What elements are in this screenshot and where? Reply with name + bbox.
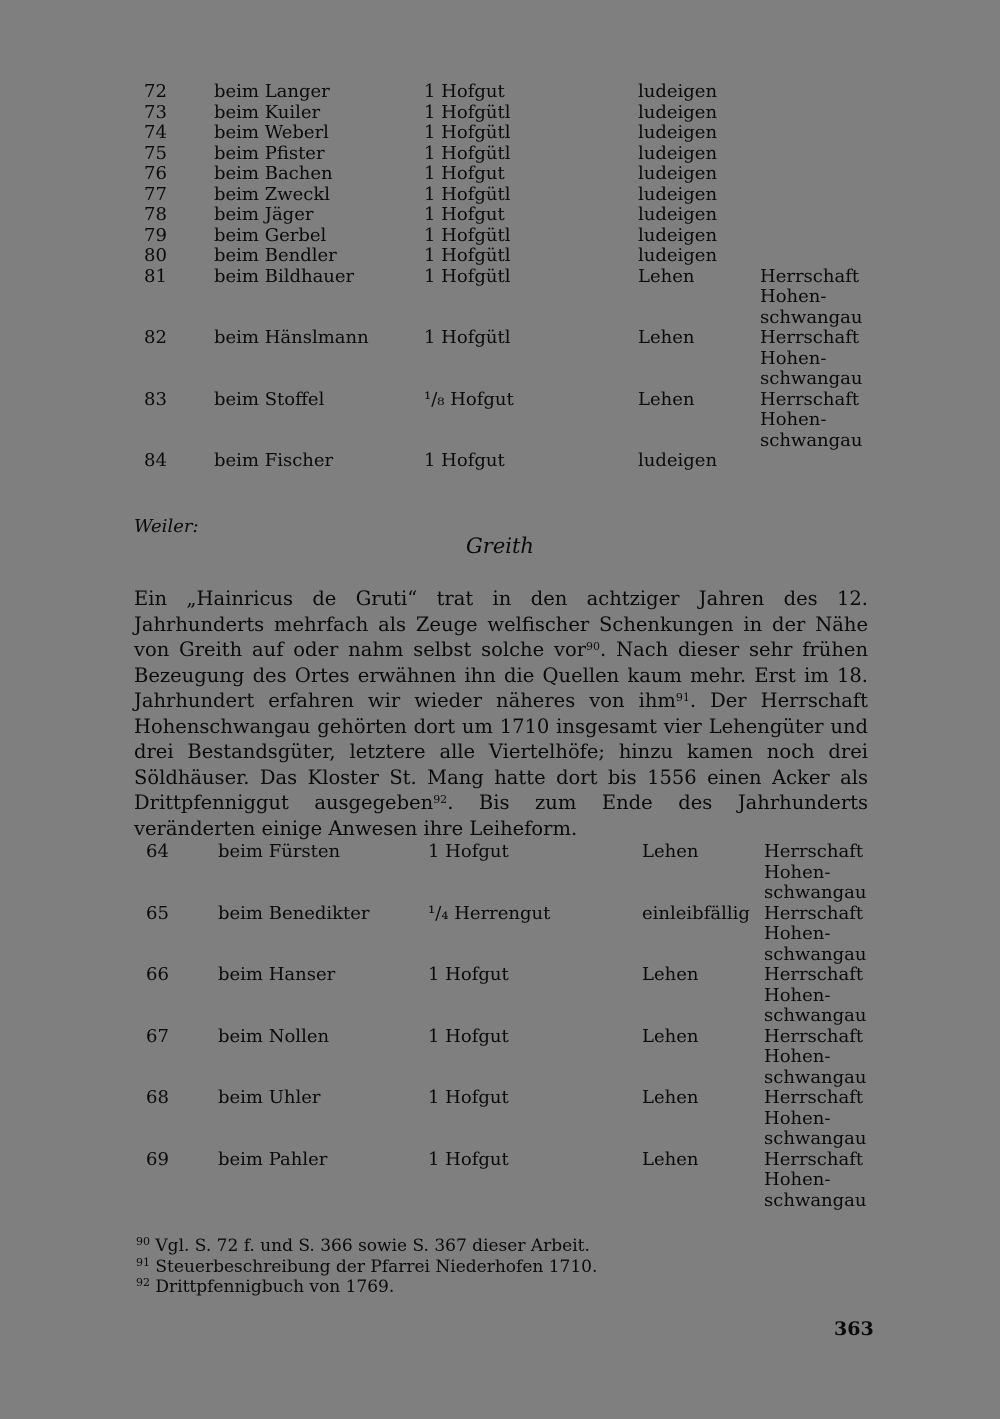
entry-number: 76 [144,163,167,184]
table-row [0,1027,1000,1089]
lordship-line: Herrschaft [760,265,860,287]
tenure-status: ludeigen [638,81,718,102]
lordship-line: Hohen- [760,286,827,307]
lordship [764,904,867,966]
lordship-line: Herrschaft [760,388,860,410]
entry-number: 67 [146,1025,169,1047]
lordship-line: Hohen- [764,984,831,1006]
tenure-status: Lehen [642,964,699,985]
lordship [760,390,863,452]
table-row [0,185,1000,206]
table-row [0,390,1000,452]
entry-number: 84 [144,450,167,471]
lordship-line: schwangau [764,1128,867,1149]
entry-number: 83 [144,388,167,410]
house-name: beim Benedikter [218,902,370,924]
entry-number: 74 [144,122,167,143]
holding-size: 1 Hofgut [424,450,505,471]
holding-size: 1 Hofgut [424,204,505,225]
paragraph-part-3: . Der Herrschaft Hohenschwangau gehörten dort um 1710 insgesamt vier Lehengüter und drei Bestandsgüter, letztere alle Viertelhöfe; hinzu kamen noch drei Söldhäuser. Das Kloster St. Mang hatte dort bis 1556 einen Acker als Drittpfenniggut ausgegeben [134,689,868,814]
house-name: beim Gerbel [214,224,327,246]
lordship [764,842,867,904]
tenure-status: ludeigen [638,101,718,123]
table-row [0,904,1000,966]
lordship-line: Herrschaft [764,1025,864,1047]
tenure-status: ludeigen [638,142,718,164]
lordship [760,267,863,329]
house-name: beim Pahler [218,1148,328,1170]
entry-number: 64 [146,841,169,862]
table-row [0,328,1000,390]
lordship-line: Hohen- [764,1046,831,1067]
house-name: beim Stoffel [214,388,325,410]
paragraph-part-2: . Nach dieser sehr frühen Bezeugung des Ortes erwähnen ihn die Quellen kaum mehr. Erst im 18. Jahrhundert erfahren wir wieder näheres von ihm [134,638,869,712]
lordship-line: Hohen- [760,347,827,369]
section-title [0,534,1000,558]
lordship-line: Hohen- [760,409,827,430]
footnote [136,1277,836,1298]
holding-size: 1 Hofgütl [424,122,511,143]
paragraph-part-4: . Bis zum Ende des Jahrhunderts veränderten einige Anwesen ihre Leiheform. [134,791,869,840]
lordship-line: schwangau [760,368,863,389]
footnote-number: 90 [136,1235,150,1248]
lordship-line: schwangau [760,306,863,328]
holding-size: 1 Hofgut [428,841,509,862]
property-table-top [0,82,1000,472]
house-name: beim Fischer [214,450,334,471]
house-name: beim Hänslmann [214,327,369,348]
entry-number: 82 [144,327,167,348]
tenure-status: Lehen [642,1087,699,1108]
footnote-number: 91 [136,1255,150,1269]
lordship-line: schwangau [764,882,867,903]
table-row [0,103,1000,124]
holding-size: 1 Hofgütl [424,101,511,123]
lordship-line: Herrschaft [764,841,864,862]
holding-size: ¹/₄ Herrengut [428,902,551,924]
tenure-status: Lehen [642,841,699,862]
house-name: beim Nollen [218,1025,330,1047]
paragraph-part-1: Ein „Hainricus de Gruti“ trat in den achtziger Jahren des 12. Jahrhunderts mehrfach als Zeuge welfischer Schenkungen in der Nähe von Greith auf oder nahm selbst solche vor [134,587,868,661]
holding-size: 1 Hofgut [428,1025,509,1047]
entry-number: 66 [146,964,169,985]
tenure-status: Lehen [642,1025,699,1047]
lordship-line: Herrschaft [764,1148,864,1170]
house-name: beim Fürsten [218,841,341,862]
table-row [0,267,1000,329]
house-name: beim Jäger [214,204,314,225]
holding-size: 1 Hofgütl [424,224,511,246]
table-row [0,123,1000,144]
holding-size: 1 Hofgütl [424,265,511,287]
holding-size: 1 Hofgut [424,81,505,102]
footnote-text: Steuerbeschreibung der Pfarrei Niederhofen 1710. [155,1256,598,1277]
lordship-line: Herrschaft [764,964,864,985]
holding-size: ¹/₈ Hofgut [424,388,514,410]
table-row [0,226,1000,247]
table-row [0,82,1000,103]
holding-size: 1 Hofgütl [424,327,511,348]
table-row [0,246,1000,267]
tenure-status: Lehen [642,1148,699,1170]
lordship [764,965,867,1027]
tenure-status: Lehen [638,265,695,287]
lordship-line: schwangau [764,1005,867,1026]
lordship-line: Herrschaft [760,327,860,348]
footnote-ref-92: 92 [433,793,448,806]
entry-number: 73 [144,101,167,123]
holding-size: 1 Hofgütl [424,245,511,266]
lordship-line: Herrschaft [764,902,864,924]
entry-number: 81 [144,265,167,287]
entry-number: 80 [144,245,167,266]
table-row [0,965,1000,1027]
footnote-text: Vgl. S. 72 f. und S. 366 sowie S. 367 dieser Arbeit. [155,1236,590,1256]
house-name: beim Langer [214,81,330,102]
tenure-status: ludeigen [638,245,718,266]
holding-size: 1 Hofgut [428,1148,509,1170]
house-name: beim Hanser [218,964,336,985]
footnote-ref-91: 91 [675,691,690,704]
entry-number: 69 [146,1148,169,1170]
house-name: beim Bendler [214,245,337,266]
footnote-ref-90: 90 [586,640,601,653]
lordship-line: Hohen- [764,923,831,944]
tenure-status: ludeigen [638,450,718,471]
tenure-status: Lehen [638,327,695,348]
table-row [0,205,1000,226]
lordship-line: schwangau [760,429,863,451]
lordship-line: Hohen- [764,1107,831,1129]
house-name: beim Zweckl [214,183,331,205]
holding-size: 1 Hofgut [424,163,505,184]
entry-number: 78 [144,204,167,225]
lordship-line: schwangau [764,1066,867,1088]
tenure-status: einleibfällig [642,902,750,924]
house-name: beim Weberl [214,122,329,143]
lordship [760,328,863,390]
tenure-status: ludeigen [638,224,718,246]
section-label: Weiler: [134,516,199,537]
lordship [764,1088,867,1150]
footnote-text: Drittpfennigbuch von 1769. [155,1277,395,1297]
house-name: beim Pfister [214,142,325,164]
lordship-line: schwangau [764,1189,867,1211]
entry-number: 79 [144,224,167,246]
footnote [136,1236,836,1257]
body-paragraph [134,586,868,841]
house-name: beim Kuiler [214,101,321,123]
lordship [764,1027,867,1089]
footnotes [136,1236,836,1298]
entry-number: 72 [144,81,167,102]
tenure-status: ludeigen [638,204,718,225]
footnote-number: 92 [136,1276,150,1289]
entry-number: 75 [144,142,167,164]
entry-number: 65 [146,902,169,924]
holding-size: 1 Hofgütl [424,183,511,205]
page-number: 363 [834,1318,874,1340]
lordship-line: Herrschaft [764,1087,864,1108]
footnote [136,1257,836,1278]
property-table-bottom [0,842,1000,1211]
house-name: beim Bildhauer [214,265,355,287]
table-row [0,451,1000,472]
entry-number: 68 [146,1087,169,1108]
section-title-text: Greith [466,534,534,558]
tenure-status: ludeigen [638,183,718,205]
tenure-status: Lehen [638,388,695,410]
table-row [0,842,1000,904]
tenure-status: ludeigen [638,122,718,143]
lordship-line: Hohen- [764,861,831,883]
table-row [0,144,1000,165]
house-name: beim Bachen [214,163,333,184]
lordship-line: schwangau [764,943,867,965]
lordship [764,1150,867,1212]
holding-size: 1 Hofgut [428,1087,509,1108]
table-row [0,1150,1000,1212]
holding-size: 1 Hofgut [428,964,509,985]
house-name: beim Uhler [218,1087,321,1108]
table-row [0,1088,1000,1150]
tenure-status: ludeigen [638,163,718,184]
entry-number: 77 [144,183,167,205]
lordship-line: Hohen- [764,1169,831,1190]
table-row [0,164,1000,185]
holding-size: 1 Hofgütl [424,142,511,164]
